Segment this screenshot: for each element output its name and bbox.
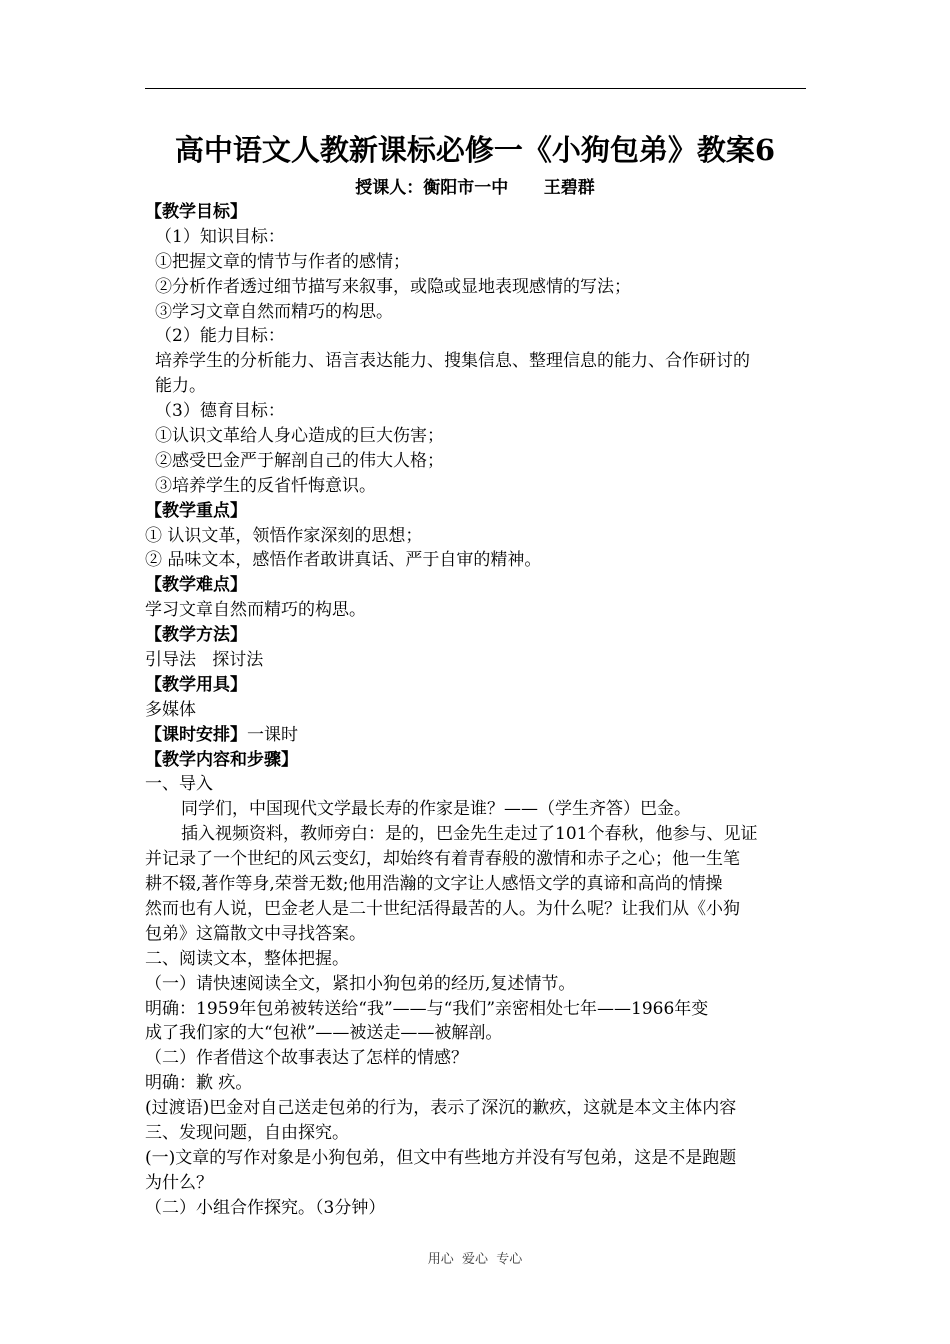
author-line: 授课人：衡阳市一中 王碧群 [355,178,595,198]
document-title: 高中语文人教新课标必修一《小狗包弟》教案6 [174,133,776,167]
schedule-line [145,723,810,748]
knowledge-heading: （1）知识目标： [155,226,285,247]
question-line: （二）小组合作探究。（3分钟） [145,1197,386,1218]
section-heading: 二、阅读文本，整体把握。 [145,948,349,969]
ability-text: 培养学生的分析能力、语言表达能力、搜集信息、整理信息的能力、合作研讨的 [155,351,750,372]
section-heading: 一、导入 [145,774,213,795]
ability-text: 能力。 [155,376,206,397]
paragraph-line: 插入视频资料，教师旁白：是的，巴金先生走过了101个春秋，他参与、见证 [181,824,758,845]
page-footer: 用心 爱心 专心 [427,1252,523,1267]
moral-item: ②感受巴金严于解剖自己的伟大人格； [155,450,444,471]
focus-heading: 【教学重点】 [145,500,247,521]
paragraph-line: 同学们，中国现代文学最长寿的作家是谁？——（学生齐答）巴金。 [181,799,691,820]
knowledge-item: ②分析作者透过细节描写来叙事，或隐或显地表现感情的写法； [155,276,631,297]
tools-heading: 【教学用具】 [145,674,247,695]
answer-line: 成了我们家的大“包袱”——被送走——被解剖。 [145,1023,503,1044]
answer-line: 明确：歉 疚。 [145,1073,253,1094]
question-line: （一）请快速阅读全文，紧扣小狗包弟的经历,复述情节。 [145,973,576,994]
section-heading: 三、发现问题，自由探究。 [145,1122,349,1143]
transition-line: (过渡语)巴金对自己送走包弟的行为，表示了深沉的歉疚，这就是本文主体内容 [145,1098,737,1119]
paragraph-line: 包弟》这篇散文中寻找答案。 [145,923,366,944]
paragraph-line: 耕不辍,著作等身,荣誉无数;他用浩瀚的文字让人感悟文学的真谛和高尚的情操 [145,874,723,895]
moral-item: ①认识文革给人身心造成的巨大伤害； [155,426,444,447]
method-item: 引导法 探讨法 [145,650,264,671]
header-rule [145,88,806,89]
paragraph-line: 然而也有人说，巴金老人是二十世纪活得最苦的人。为什么呢？让我们从《小狗 [145,898,740,919]
question-line: （二）作者借这个故事表达了怎样的情感？ [145,1048,468,1069]
schedule-label: 【课时安排】 [145,724,247,745]
ability-heading: （2）能力目标： [155,326,285,347]
document-body [145,200,810,1221]
question-line: 为什么？ [145,1172,213,1193]
moral-heading: （3）德育目标： [155,401,285,422]
paragraph-line: 并记录了一个世纪的风云变幻，却始终有着青春般的激情和赤子之心；他一生笔 [145,849,740,870]
answer-line: 明确：1959年包弟被转送给“我”——与“我们”亲密相处七年——1966年变 [145,998,709,1019]
difficulty-item: 学习文章自然而精巧的构思。 [145,600,366,621]
tools-item: 多媒体 [145,699,196,720]
steps-heading: 【教学内容和步骤】 [145,749,298,770]
knowledge-item: ③学习文章自然而精巧的构思。 [155,301,393,322]
schedule-value: 一课时 [247,724,298,745]
difficulty-heading: 【教学难点】 [145,575,247,596]
moral-item: ③培养学生的反省忏悔意识。 [155,475,376,496]
objectives-heading: 【教学目标】 [145,202,247,222]
knowledge-item: ①把握文章的情节与作者的感情； [155,251,410,272]
question-line: (一)文章的写作对象是小狗包弟，但文中有些地方并没有写包弟，这是不是跑题 [145,1147,737,1168]
method-heading: 【教学方法】 [145,625,247,646]
focus-item: ② 品味文本，感悟作者敢讲真话、严于自审的精神。 [145,550,542,571]
focus-item: ① 认识文革，领悟作家深刻的思想； [145,525,423,546]
